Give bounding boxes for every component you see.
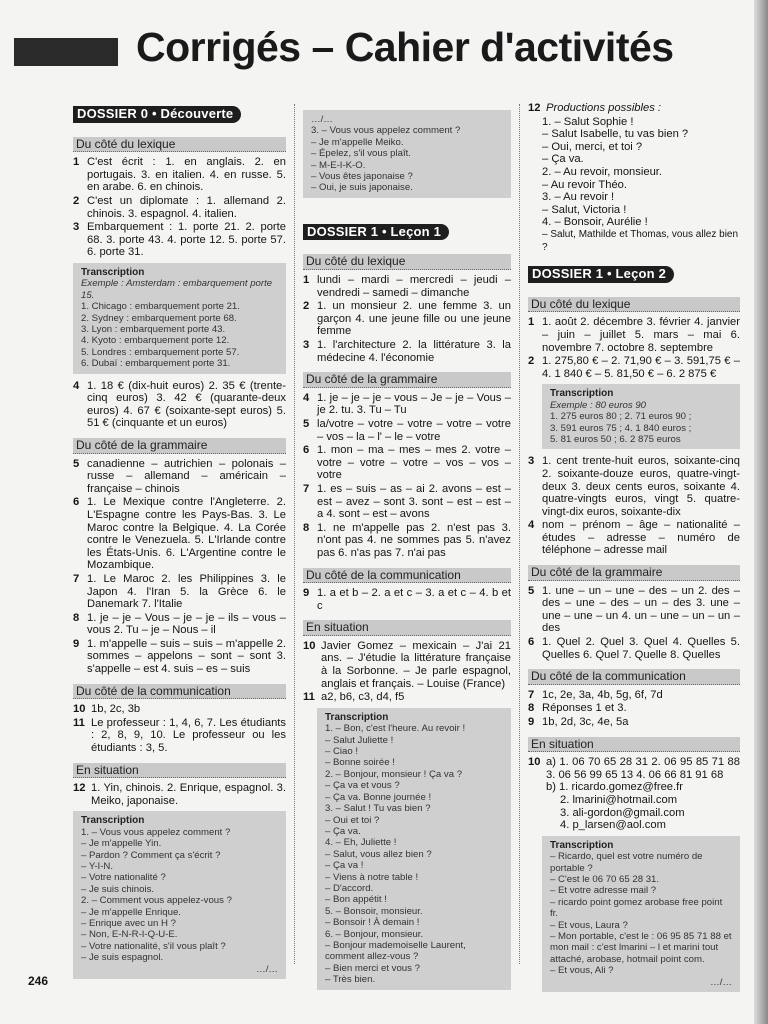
transcription-line: – Et vous, Laura ? (550, 919, 628, 931)
section-heading-communication: Du côté de la communication (73, 684, 286, 700)
dossier-heading: DOSSIER 1 • Leçon 2 (528, 266, 674, 283)
dossier-heading: DOSSIER 0 • Découverte (73, 106, 241, 123)
transcription-box (317, 708, 511, 990)
transcription-line: 2. Sydney : embarquement porte 68. (81, 312, 237, 324)
column-2 (303, 102, 511, 996)
exercise-item: 9 1. m'appelle – suis – suis – m'appelle 2. sommes – appelons – sont – sont 3. s'appelle – est 4. suis – es – suis (73, 637, 286, 676)
transcription-line: – Bonne soirée ! (325, 757, 395, 769)
list-item: 2. – Au revoir, monsieur. (542, 165, 663, 178)
transcription-line: – Bonsoir ! À demain ! (325, 917, 420, 929)
transcription-line: – Viens à notre table ! (325, 871, 419, 883)
transcription-line: – Ça va et vous ? (325, 780, 400, 792)
transcription-line: 1. – Bon, c'est l'heure. Au revoir ! (325, 723, 466, 735)
transcription-line: – Je suis espagnol. (81, 952, 164, 964)
transcription-line: – D'accord. (325, 882, 374, 894)
exercise-item: 9 1b, 2d, 3c, 4e, 5a (528, 716, 629, 728)
column-divider-2 (519, 104, 520, 964)
exercise-item: 4 nom – prénom – âge – nationalité – études – adresse – numéro de téléphone – adresse mail (528, 519, 740, 557)
transcription-line: – Votre nationalité ? (81, 872, 166, 884)
exercise-item: 5 la/votre – votre – votre – votre – votre – vos – la – l' – le – votre (303, 417, 511, 443)
exercise-item: 2 C'est un diplomate : 1. allemand 2. chinois. 3. espagnol. 4. italien. (73, 194, 286, 220)
exercise-item: 10 Javier Gomez – mexicain – J'ai 21 ans. – J'étudie la littérature française à la Sorbonne. – Je parle espagnol, anglais et français. – Louise (France) (303, 639, 511, 690)
transcription-line: 5. – Bonsoir, monsieur. (325, 905, 423, 917)
transcription-line: 1. – Vous vous appelez comment ? (81, 826, 231, 838)
transcription-line: – Très bien. (325, 974, 376, 986)
transcription-line: – Ciao ! (325, 746, 359, 758)
page-number: 246 (28, 974, 49, 988)
list-item: a) 1. 06 70 65 28 31 2. 06 95 85 71 88 3. 06 56 99 65 13 4. 06 66 81 91 68 (546, 756, 740, 781)
page-edge-shadow (754, 0, 768, 1024)
exercise-item: 1 lundi – mardi – mercredi – jeudi – vendredi – samedi – dimanche (303, 274, 511, 299)
transcription-line: 5. Londres : embarquement porte 57. (81, 346, 240, 358)
exercise-item: 1 C'est écrit : 1. en anglais. 2. en portugais. 3. en italien. 4. en russe. 5. en arabe. 6. en chinois. (73, 156, 286, 194)
transcription-line: – Y-I-N. (81, 861, 113, 873)
continued-marker: …/… (256, 963, 278, 975)
continued-marker: …/… (710, 976, 732, 988)
exercise-item: 7 1c, 2e, 3a, 4b, 5g, 6f, 7d (528, 688, 663, 701)
transcription-line: – Votre nationalité, s'il vous plaît ? (81, 940, 226, 952)
exercise-item: 7 1. Le Maroc 2. les Philippines 3. le Japon 4. l'Iran 5. la Grèce 6. le Danemark 7. l'Italie (73, 572, 286, 611)
transcription-title: Transcription (81, 266, 145, 278)
transcription-line: 2. – Bonjour, monsieur ! Ça va ? (325, 768, 463, 780)
list-item: 3. ali-gordon@gmail.com (560, 806, 685, 819)
section-heading-grammaire: Du côté de la grammaire (73, 438, 286, 454)
exercise-item: 6 1. Le Mexique contre l'Angleterre. 2. L'Espagne contre les Pays-Bas. 3. Le Maroc contre la Belgique. 4. La Corée contre le Venezuela. 5. L'Irlande contre les États-Unis. 6. L'Argentine contre le Mozambique. (73, 496, 286, 572)
exercise-item: 1 1. août 2. décembre 3. février 4. janvier – juin – juillet 5. mars – mai 6. novembre 7. octobre 8. septembre (528, 316, 740, 354)
exercise-item: 2 1. un monsieur 2. une femme 3. un garçon 4. une jeune fille ou une jeune femme (303, 300, 511, 338)
exercise-item: 12 1. Yin, chinois. 2. Enrique, espagnol. 3. Meiko, japonaise. (73, 782, 286, 807)
transcription-line: Exemple : Amsterdam : embarquement porte 15. (81, 278, 273, 301)
transcription-title: Transcription (81, 815, 145, 827)
page-title: Corrigés – Cahier d'activités (136, 24, 674, 70)
transcription-box (542, 384, 740, 449)
column-3 (528, 102, 740, 998)
exercise-item: 11 Le professeur : 1, 4, 6, 7. Les étudiants : 2, 8, 9, 10. Le professeur ou les étudiants : 3, 5. (73, 716, 286, 755)
transcription-line: – Ça va ! (325, 860, 364, 872)
exercise-item: 4 1. je – je – je – vous – Je – je – Vous – je 2. tu. 3. Tu – Tu (303, 391, 511, 417)
transcription-line: – Enrique avec un H ? (81, 918, 176, 930)
transcription-line: – Ricardo, quel est votre numéro de portable ? (550, 851, 703, 874)
exercise-item: 8 1. ne m'appelle pas 2. n'est pas 3. n'ont pas 4. ne sommes pas 5. n'avez pas 6. n'as pas 7. n'ai pas (303, 521, 511, 559)
transcription-line: – M-E-I-K-O. (311, 159, 366, 171)
section-heading-communication: Du côté de la communication (303, 568, 511, 584)
transcription-line: 4. – Eh, Juliette ! (325, 837, 397, 849)
list-item: – Oui, merci, et toi ? (542, 140, 643, 153)
list-item: 4. – Bonsoir, Aurélie ! (542, 216, 648, 229)
transcription-title: Transcription (550, 388, 614, 400)
list-item: b) 1. ricardo.gomez@free.fr (546, 781, 683, 794)
column-divider-1 (294, 104, 295, 964)
list-item: – Salut, Victoria ! (542, 203, 627, 216)
transcription-line: 6. Dubaï : embarquement porte 31. (81, 358, 231, 370)
transcription-line: – Ça va. (325, 825, 361, 837)
column-1 (73, 102, 286, 985)
section-heading-situation: En situation (528, 737, 740, 753)
exercise-item: 3 Embarquement : 1. porte 21. 2. porte 68. 3. porte 43. 4. porte 12. 5. porte 57. 6. porte 31. (73, 221, 286, 259)
transcription-title: Transcription (550, 839, 614, 851)
continued-marker: …/… (311, 114, 333, 125)
list-item: 3. – Au revoir ! (542, 191, 615, 204)
transcription-line: 2. – Comment vous appelez-vous ? (81, 895, 232, 907)
exercise-item: 9 1. a et b – 2. a et c – 3. a et c – 4. b et c (303, 587, 511, 612)
exercise-item: 10 1b, 2c, 3b (73, 703, 141, 716)
transcription-box (303, 110, 511, 198)
transcription-line: – Je suis chinois. (81, 883, 155, 895)
section-heading-situation: En situation (73, 763, 286, 779)
transcription-line: – Épelez, s'il vous plaît. (311, 148, 411, 160)
transcription-line: 1. Chicago : embarquement porte 21. (81, 301, 240, 313)
lexique-list (73, 156, 286, 259)
exercise-item: 8 Réponses 1 et 3. (528, 702, 627, 715)
exercise-item: 5 1. une – un – une – des – un 2. des – des – une – des – un – des 3. une – une – une – un 4. un – une – un – un – des (528, 584, 740, 635)
exercise-item: 11 a2, b6, c3, d4, f5 (303, 691, 405, 704)
transcription-line: 3. 591 euros 75 ; 4. 1 840 euros ; (550, 422, 692, 434)
exercise-item: 6 1. mon – ma – mes – mes 2. votre – votre – votre – votre – vos – vos – votre (303, 444, 511, 482)
transcription-title: Transcription (325, 711, 389, 723)
transcription-line: 4. Kyoto : embarquement porte 12. (81, 335, 230, 347)
productions-list (528, 116, 740, 255)
exercise-item: 2 1. 275,80 € – 2. 71,90 € – 3. 591,75 € – 4. 1 840 € – 5. 81,50 € – 6. 2 875 € (528, 355, 740, 380)
transcription-line: – Pardon ? Comment ça s'écrit ? (81, 849, 221, 861)
transcription-line: – C'est le 06 70 65 28 31. (550, 873, 660, 885)
list-item: – Salut, Mathilde et Thomas, vous allez bien ? (542, 228, 739, 253)
dossier-heading: DOSSIER 1 • Leçon 1 (303, 224, 449, 241)
transcription-line: – Bonjour mademoiselle Laurent, comment allez-vous ? (325, 939, 466, 963)
list-item: – Ça va. (542, 153, 584, 166)
transcription-line: – Et vous, Ali ? (550, 965, 614, 977)
exercise-item: 3 1. l'architecture 2. la littérature 3. la médecine 4. l'économie (303, 339, 511, 364)
transcription-box (73, 811, 286, 979)
transcription-line: 6. – Bonjour, monsieur. (325, 928, 424, 940)
transcription-line: 1. 275 euros 80 ; 2. 71 euros 90 ; (550, 411, 692, 423)
exercise-item: 6 1. Quel 2. Quel 3. Quel 4. Quelles 5. Quelles 6. Quel 7. Quelle 8. Quelles (528, 636, 740, 661)
transcription-box (542, 836, 740, 992)
transcription-line: Exemple : 80 euros 90 (550, 399, 646, 411)
transcription-line: 3. – Vous vous appelez comment ? (311, 125, 461, 137)
transcription-line: 3. – Salut ! Tu vas bien ? (325, 803, 431, 815)
list-item: – Au revoir Théo. (542, 178, 627, 191)
transcription-line: 3. Lyon : embarquement porte 43. (81, 323, 226, 335)
list-item: 2. lmarini@hotmail.com (560, 793, 678, 806)
transcription-line: 5. 81 euros 50 ; 6. 2 875 euros (550, 433, 681, 445)
exercise-item: 4 1. 18 € (dix-huit euros) 2. 35 € (trente-cinq euros) 3. 42 € (quarante-deux euros) 4. 67 € (soixante-sept euros) 5. 51 € (cinquante et un euros) (73, 379, 286, 430)
transcription-line: – Salut, vous allez bien ? (325, 848, 432, 860)
transcription-line: – Salut Juliette ! (325, 734, 394, 746)
exercise-item: 8 1. je – je – Vous – je – je – ils – vous – vous 2. Tu – je – Nous – il (73, 611, 286, 637)
section-heading-communication: Du côté de la communication (528, 669, 740, 685)
transcription-line: – Je m'appelle Yin. (81, 838, 162, 850)
exercise-item: 5 canadienne – autrichien – polonais – russe – allemand – américain – française – chinois (73, 457, 286, 495)
exercise-item: 12 Productions possibles : (528, 102, 662, 114)
exercise-item: 3 1. cent trente-huit euros, soixante-cinq 2. soixante-douze euros, quatre-vingt-deux 3. deux cents euros, soixante 4. quatre-vingts euros, vingt 5. quatre-vingt-dix euros, soixante-dix (528, 455, 740, 518)
section-heading-lexique: Du côté du lexique (528, 297, 740, 313)
section-heading-grammaire: Du côté de la grammaire (303, 372, 511, 388)
transcription-line: – Bien merci et vous ? (325, 962, 420, 974)
list-item: – Salut Isabelle, tu vas bien ? (542, 128, 689, 141)
transcription-line: – Mon portable, c'est le : 06 95 85 71 88 et mon mail : c'est lmarini – l et marini tout attaché, arobase, hotmail point com. (550, 931, 732, 965)
transcription-line: – Non, E-N-R-I-Q-U-E. (81, 929, 178, 941)
section-heading-grammaire: Du côté de la grammaire (528, 565, 740, 581)
title-decoration-bar (14, 38, 118, 66)
transcription-line: – Bon appétit ! (325, 894, 387, 906)
list-item: 4. p_larsen@aol.com (560, 819, 666, 832)
transcription-line: – Je m'appelle Meiko. (311, 136, 404, 148)
transcription-line: – Oui, je suis japonaise. (311, 182, 413, 194)
transcription-line: – Vous êtes japonaise ? (311, 171, 413, 183)
transcription-line: – ricardo point gomez arobase free point fr. (550, 896, 723, 920)
transcription-line: – Ça va. Bonne journée ! (325, 791, 432, 803)
list-item: 1. – Salut Sophie ! (542, 115, 634, 128)
exercise-item: 10 a) 1. 06 70 65 28 31 2. 06 95 85 71 88 3. 06 56 99 65 13 4. 06 66 81 91 68 b) 1. ricardo.gomez@free.fr 2. lmarini@hotmail.com 3. ali-gordon@gmail.com 4. p_larsen@aol.com (528, 756, 740, 832)
transcription-box (73, 263, 286, 374)
transcription-line: – Je m'appelle Enrique. (81, 906, 181, 918)
section-heading-lexique: Du côté du lexique (303, 254, 511, 270)
transcription-line: – Oui et toi ? (325, 814, 380, 826)
section-heading-lexique: Du côté du lexique (73, 137, 286, 153)
exercise-item: 7 1. es – suis – as – ai 2. avons – est – est – avez – sont 3. sont – est – est – a 4. sont – est – avons (303, 482, 511, 521)
transcription-line: – Et votre adresse mail ? (550, 885, 657, 897)
section-heading-situation: En situation (303, 620, 511, 636)
